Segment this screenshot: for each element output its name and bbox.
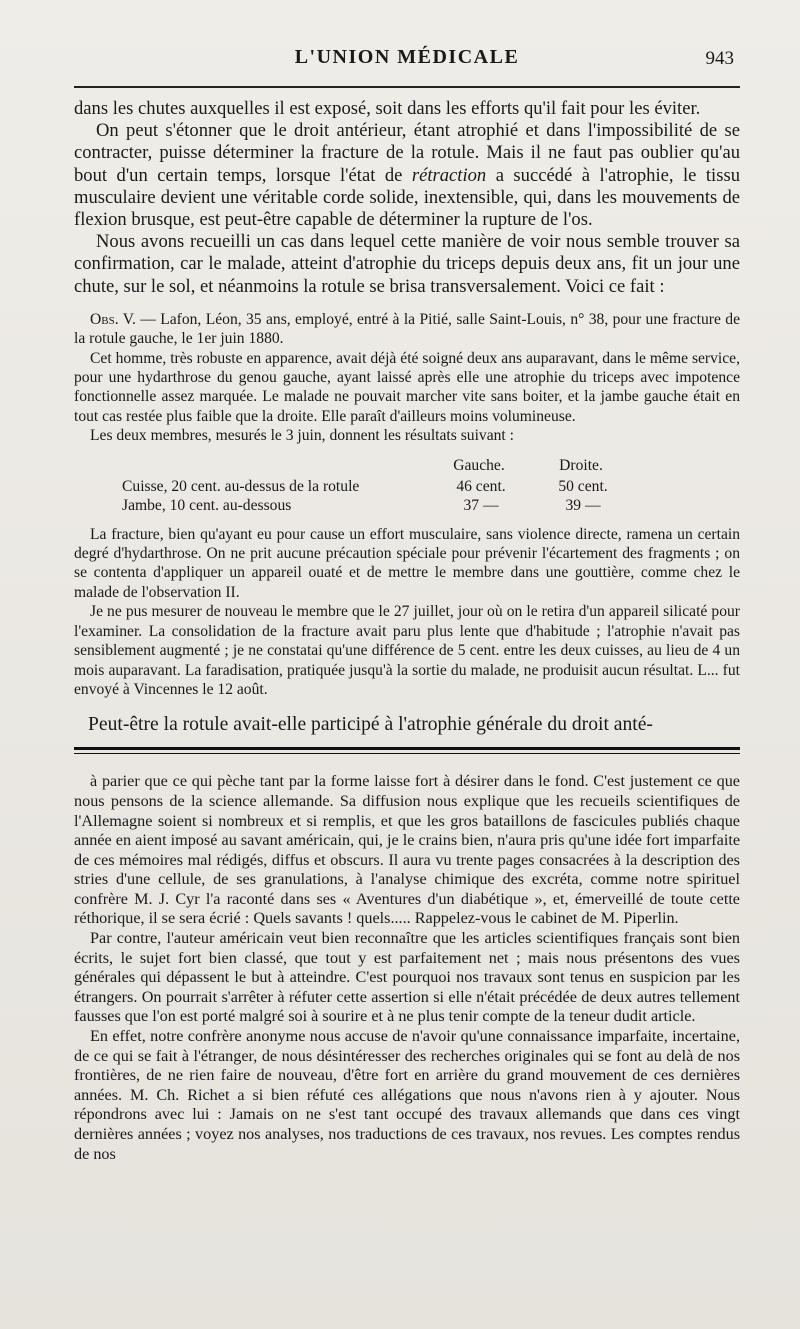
- paragraph-retraction: [74, 120, 740, 231]
- feuilleton-paragraph-3: En effet, notre confrère anonyme nous accuse de n'avoir qu'une connaissance imparfaite, incertaine, de ce qui se fait à l'étranger, de nous désintéresser des recherches originales qui se font au delà de nos frontières, de ne rien faire de nouveau, d'être fort en arrière du grand mouvement de ces dernières années. M. Ch. Richet a si bien réfuté ces allégations que nous n'avons rien à y ajouter. Nous répondrons avec lui : Jamais on ne s'est tant occupé des travaux allemands que dans ces vingt dernières années ; voyez nos analyses, nos traductions de ces travaux, nos revues. Les comptes rendus de nos: [74, 1027, 740, 1163]
- paragraph-retraction-part2: a succédé à l'atrophie, le tissu musculaire devient une véritable corde solide, inextensible, qui, dans les mouvements de flexion brusque, est peut-être capable de déterminer la rupture de l'os.: [74, 164, 740, 231]
- measurements-table: [122, 456, 638, 515]
- paragraph-retraction-part1: On peut s'étonner que le droit antérieur, étant atrophié et dans l'impossibilité de se contracter, puisse déterminer la fracture de la rotule. Mais il ne faut pas oublier qu'au bout d'un certain temps, lorsque l'état de: [74, 120, 740, 186]
- paragraph-case-intro: Nous avons recueilli un cas dans lequel cette manière de voir nous semble trouver sa confirmation, car le malade, atteint d'atrophie du triceps depuis deux ans, fit un jour une chute, sur le sol, et néanmoins la rotule se brisa transversalement. Voici ce fait :: [74, 231, 740, 297]
- observation-heading-paragraph: [74, 310, 740, 349]
- retraction-emphasis: rétraction: [411, 164, 487, 186]
- spacer: [74, 298, 740, 310]
- section-double-rule: [74, 747, 740, 754]
- table-header-row: [122, 456, 638, 477]
- row-right-value: 50 cent.: [558, 477, 608, 495]
- observation-follow-up: Je ne pus mesurer de nouveau le membre que le 27 juillet, jour où on le retira d'un appareil silicaté pour l'examiner. La consolidation de la fracture avait paru plus lente que d'habitude ; l'atrophie n'avait pas sensiblement augmenté ; je ne constatai qu'une différence de 5 cent. entre les deux cuisses, au lieu de 4 un mois auparavant. La faradisation, pratiquée jusqu'à la sortie du malade, ne produisit aucun résultat. L... fut envoyé à Vincennes le 12 août.: [74, 603, 740, 698]
- feuilleton-paragraph-1: à parier que ce qui pèche tant par la forme laisse fort à désirer dans le fond. C'est justement ce que nous pensons de la science allemande. Sa diffusion nous explique que les recueils scientifiques de l'Allemagne soient si nombreux et si remplis, et que les gros bataillons de fascicules publiés chaque année en aient imposé au savant américain, qui, je le crains bien, n'aura pris qu'une idée fort imparfaite de ces mémoires mal rédigés, diffus et obscurs. Il aura vu trente pages consacrées à la description des stries d'une cellule, de ses granulations, à l'analyse chimique des excréta, comme notre spirituel confrère M. J. Cyr l'a raconté dans ses « Aventures d'un diabétique », et, émerveillé de toute cette réthorique, il se sera écrié : Quels savants ! quels..... Rappelez-vous le cabinet de M. Piperlin.: [74, 772, 740, 928]
- paragraph-continuation: dans les chutes auxquelles il est exposé, soit dans les efforts qu'il fait pour les éviter.: [74, 98, 701, 119]
- row-left-value: 37 —: [463, 496, 499, 514]
- observation-history: Cet homme, très robuste en apparence, avait déjà été soigné deux ans auparavant, dans le même service, pour une hydarthrose du genou gauche, ayant laissé après elle une atrophie du triceps avec impotence fonctionnelle assez marquée. Le malade ne pouvait marcher vite sans boiter, et la jambe gauche était en tout cas restée plus faible que la droite. Elle paraît d'ailleurs moins volumineuse.: [74, 349, 740, 425]
- row-label: Cuisse, 20 cent. au-dessus de la rotule: [122, 477, 360, 495]
- observation-label: Obs. V.: [90, 310, 136, 328]
- observation-measures-intro: Les deux membres, mesurés le 3 juin, donnent les résultats suivant :: [90, 427, 514, 445]
- table-row: [122, 496, 638, 515]
- col-left-header: Gauche.: [453, 456, 505, 474]
- journal-title: L'UNION MÉDICALE: [294, 46, 520, 68]
- observation-intro: — Lafon, Léon, 35 ans, employé, entré à la Pitié, salle Saint-Louis, n° 38, pour une fracture de la rotule gauche, le 1er juin 1880.: [74, 310, 740, 348]
- feuilleton-paragraph-2: Par contre, l'auteur américain veut bien reconnaître que les articles scientifiques français sont bien écrits, le sujet fort bien classé, que tout y est parfaitement net ; mais nous présentons des vues générales qui dépassent le but à atteindre. C'est pourquoi nos travaux sont tenus en suspicion par les étrangers. On pourrait s'arrêter à réfuter cette assertion si elle n'était précédée de deux autres tellement fausses que l'on est porté malgré soi à sourire et à ne plus tenir compte de la teneur dudit article.: [74, 929, 740, 1026]
- header-rule: [74, 86, 740, 88]
- observation-fracture: La fracture, bien qu'ayant eu pour cause un effort musculaire, sans violence directe, ramena un certain degré d'hydarthrose. On ne prit aucune précaution spéciale pour prévenir l'écartement des fragments ; on se contenta d'appliquer un appareil ouaté et de mettre le membre dans une gouttière, comme chez le malade de l'observation II.: [74, 525, 740, 601]
- row-right-value: 39 —: [565, 496, 601, 514]
- continued-lead-line: Peut-être la rotule avait-elle participé à l'atrophie générale du droit anté-: [88, 714, 653, 736]
- page-number: 943: [705, 48, 734, 69]
- row-left-value: 46 cent.: [456, 477, 506, 495]
- table-row: [122, 477, 638, 496]
- table-header-empty: [122, 456, 434, 477]
- col-right-header: Droite.: [559, 456, 603, 474]
- row-label: Jambe, 10 cent. au-dessous: [122, 496, 292, 514]
- running-header: [74, 46, 740, 80]
